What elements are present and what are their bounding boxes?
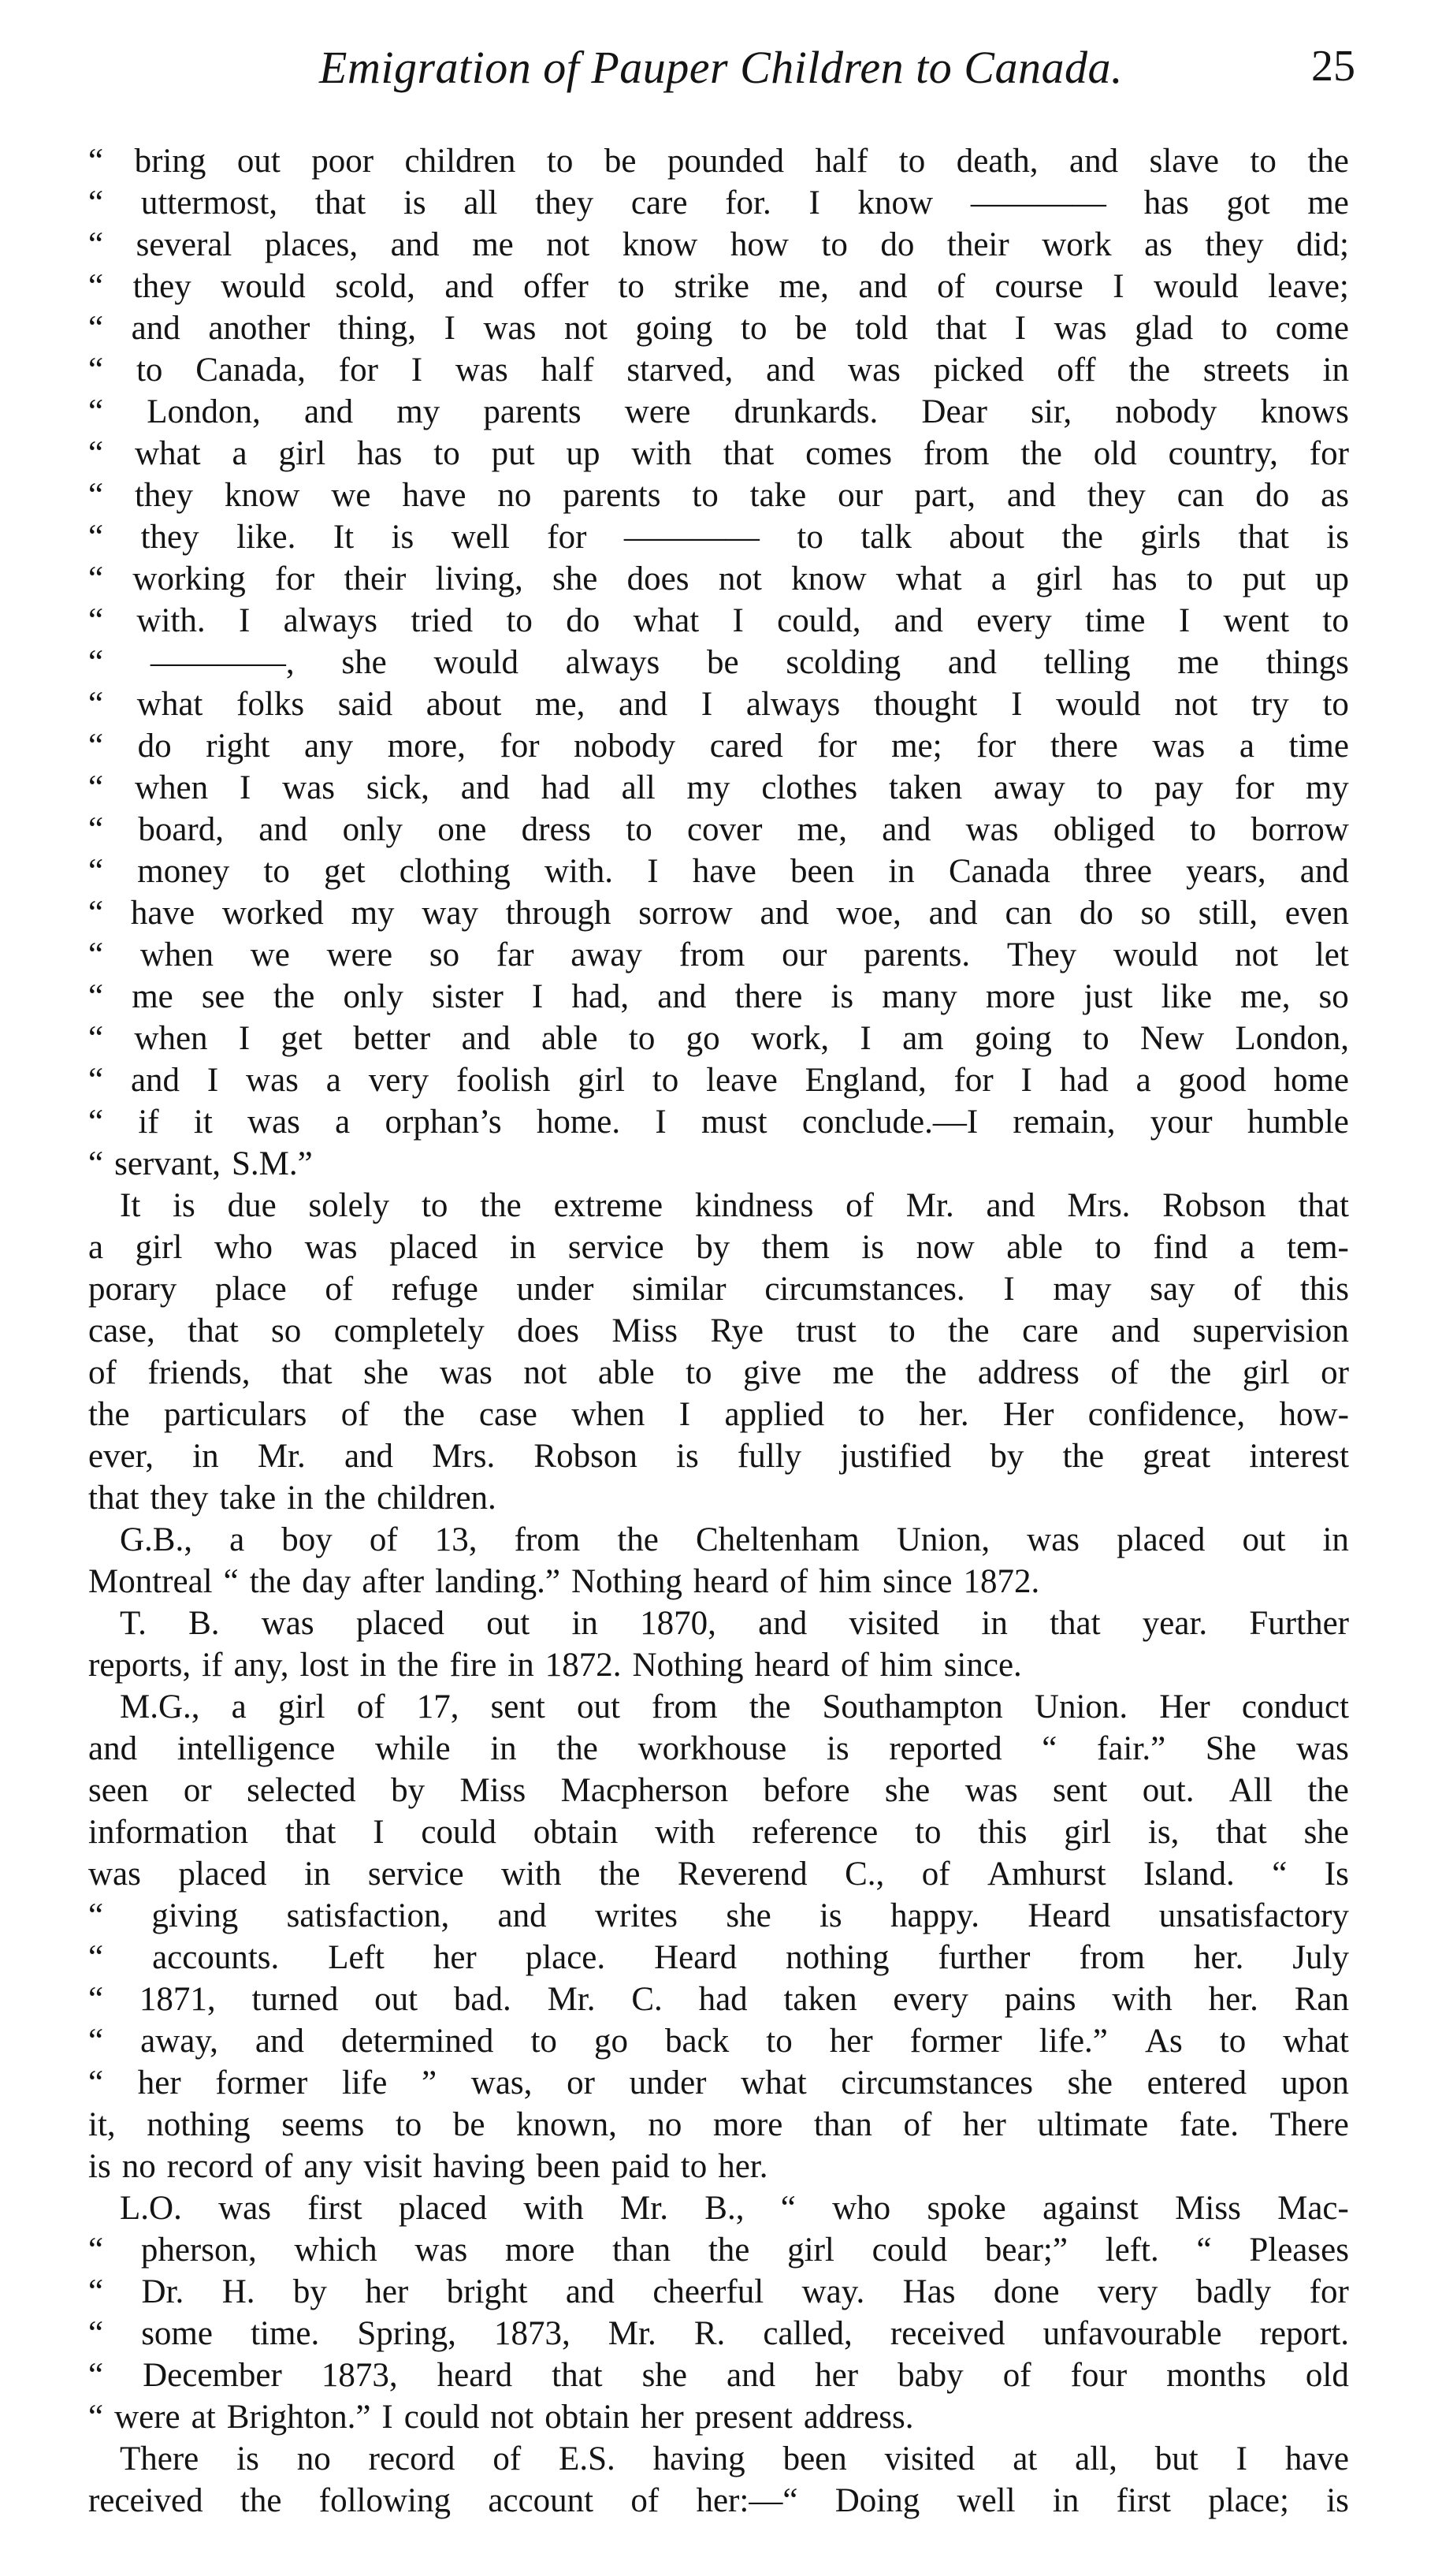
text-line: seen or selected by Miss Macpherson before she was sent out. All the xyxy=(88,1772,1349,1809)
text-line: is no record of any visit having been paid to her. xyxy=(88,2148,768,2185)
running-title: Emigration of Pauper Children to Canada. xyxy=(319,42,1123,93)
text-line: “ 1871, turned out bad. Mr. C. had taken every pains with her. Ran xyxy=(88,1981,1349,2018)
text-line: reports, if any, lost in the fire in 1872. Nothing heard of him since. xyxy=(88,1647,1022,1684)
text-line: “ giving satisfaction, and writes she is happy. Heard unsatisfactory xyxy=(88,1897,1349,1934)
text-line: M.G., a girl of 17, sent out from the Southampton Union. Her conduct xyxy=(120,1688,1349,1725)
text-line: “ they like. It is well for ———— to talk about the girls that is xyxy=(88,519,1349,556)
text-line: “ bring out poor children to be pounded half to death, and slave to the xyxy=(88,143,1349,180)
text-line: There is no record of E.S. having been visited at all, but I have xyxy=(120,2440,1349,2477)
text-line: “ board, and only one dress to cover me, and was obliged to borrow xyxy=(88,811,1349,848)
text-line: “ pherson, which was more than the girl could bear;” left. “ Pleases xyxy=(88,2232,1349,2269)
text-line: ever, in Mr. and Mrs. Robson is fully justified by the great interest xyxy=(88,1438,1349,1475)
text-line: “ December 1873, heard that she and her baby of four months old xyxy=(88,2357,1349,2394)
text-line: and intelligence while in the workhouse is reported “ fair.” She was xyxy=(88,1730,1349,1767)
body-text xyxy=(88,140,1349,2522)
text-line: “ ————, she would always be scolding and telling me things xyxy=(88,644,1349,681)
text-line: “ and another thing, I was not going to be told that I was glad to come xyxy=(88,310,1349,347)
text-line: “ servant, S.M.” xyxy=(88,1145,313,1182)
text-line: “ some time. Spring, 1873, Mr. R. called, received unfavourable report. xyxy=(88,2315,1349,2352)
text-line: porary place of refuge under similar circumstances. I may say of this xyxy=(88,1271,1349,1308)
text-line: information that I could obtain with reference to this girl is, that she xyxy=(88,1814,1349,1851)
text-line: of friends, that she was not able to give me the address of the girl or xyxy=(88,1354,1349,1391)
text-line: L.O. was first placed with Mr. B., “ who spoke against Miss Mac- xyxy=(120,2190,1349,2227)
text-line: “ were at Brighton.” I could not obtain her present address. xyxy=(88,2399,914,2436)
text-line: “ and I was a very foolish girl to leave England, for I had a good home xyxy=(88,1062,1349,1099)
text-line: “ working for their living, she does not know what a girl has to put up xyxy=(88,560,1349,597)
text-line: “ money to get clothing with. I have been in Canada three years, and xyxy=(88,853,1349,890)
text-line: “ with. I always tried to do what I could, and every time I went to xyxy=(88,602,1349,639)
text-line: “ away, and determined to go back to her former life.” As to what xyxy=(88,2023,1349,2060)
text-line: it, nothing seems to be known, no more than of her ultimate fate. There xyxy=(88,2106,1349,2143)
text-line: “ London, and my parents were drunkards. Dear sir, nobody knows xyxy=(88,393,1349,430)
text-line: “ have worked my way through sorrow and woe, and can do so still, even xyxy=(88,895,1349,932)
text-line: a girl who was placed in service by them is now able to find a tem- xyxy=(88,1229,1349,1266)
text-line: “ what folks said about me, and I always thought I would not try to xyxy=(88,686,1349,723)
text-line: “ they know we have no parents to take our part, and they can do as xyxy=(88,477,1349,514)
text-line: “ when I get better and able to go work, I am going to New London, xyxy=(88,1020,1349,1057)
text-line: “ what a girl has to put up with that comes from the old country, for xyxy=(88,435,1349,472)
text-line: that they take in the children. xyxy=(88,1480,496,1517)
text-line: Montreal “ the day after landing.” Nothing heard of him since 1872. xyxy=(88,1563,1040,1600)
text-line: “ do right any more, for nobody cared for me; for there was a time xyxy=(88,728,1349,765)
text-line: “ when I was sick, and had all my clothes taken away to pay for my xyxy=(88,769,1349,806)
text-line: “ they would scold, and offer to strike me, and of course I would leave; xyxy=(88,268,1349,305)
text-line: “ uttermost, that is all they care for. I know ———— has got me xyxy=(88,184,1349,221)
text-line: “ her former life ” was, or under what circumstances she entered upon xyxy=(88,2064,1349,2101)
text-line: “ Dr. H. by her bright and cheerful way. Has done very badly for xyxy=(88,2273,1349,2310)
text-line: “ accounts. Left her place. Heard nothing further from her. July xyxy=(88,1939,1349,1976)
page-header xyxy=(87,41,1355,104)
text-line: “ several places, and me not know how to do their work as they did; xyxy=(88,226,1349,263)
text-line: case, that so completely does Miss Rye trust to the care and supervision xyxy=(88,1312,1349,1349)
page-number: 25 xyxy=(1311,42,1355,91)
text-line: T. B. was placed out in 1870, and visited in that year. Further xyxy=(120,1605,1349,1642)
text-line: was placed in service with the Reverend C., of Amhurst Island. “ Is xyxy=(88,1856,1349,1893)
text-line: “ to Canada, for I was half starved, and was picked off the streets in xyxy=(88,352,1349,389)
text-line: received the following account of her:—“ Doing well in first place; is xyxy=(88,2482,1349,2519)
text-line: the particulars of the case when I applied to her. Her confidence, how- xyxy=(88,1396,1349,1433)
text-line: “ when we were so far away from our parents. They would not let xyxy=(88,936,1349,973)
text-line: G.B., a boy of 13, from the Cheltenham Union, was placed out in xyxy=(120,1521,1349,1558)
text-line: “ if it was a orphan’s home. I must conclude.—I remain, your humble xyxy=(88,1104,1349,1141)
text-line: It is due solely to the extreme kindness of Mr. and Mrs. Robson that xyxy=(120,1187,1349,1224)
text-line: “ me see the only sister I had, and there is many more just like me, so xyxy=(88,978,1349,1015)
